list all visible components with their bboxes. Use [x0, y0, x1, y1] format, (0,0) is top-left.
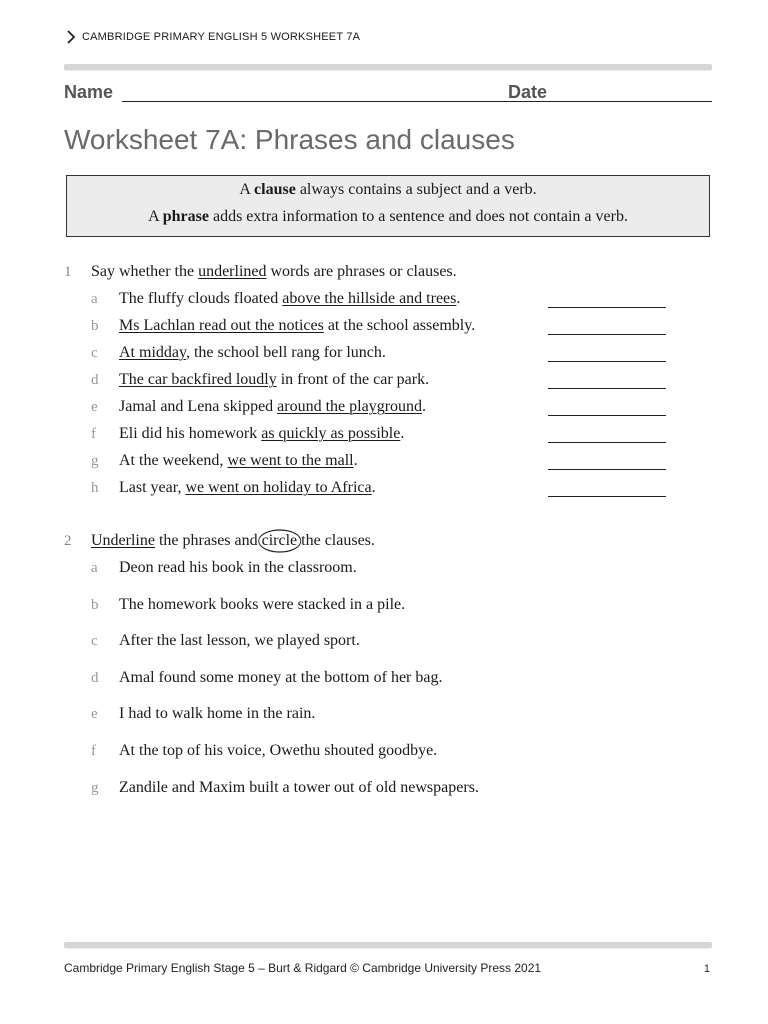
q1-item-letter: g — [91, 453, 99, 469]
q1-item-letter: c — [91, 345, 98, 361]
question-2-instruction — [91, 532, 375, 550]
clause-def-pre: A — [239, 181, 255, 198]
q2-item-sentence[interactable]: Amal found some money at the bottom of her bag. — [119, 669, 443, 686]
underlined-words: as quickly as possible — [261, 425, 401, 442]
date-label: Date — [508, 82, 548, 102]
phrase-def-post: adds extra information to a sentence and does not contain a verb. — [208, 208, 628, 225]
sentence-post: . — [400, 425, 405, 442]
q2-item-sentence[interactable]: Deon read his book in the classroom. — [119, 559, 357, 576]
underlined-words: we went to the mall — [227, 452, 354, 469]
sentence-pre: The fluffy clouds floated — [119, 290, 283, 307]
underlined-words: At midday — [119, 344, 186, 361]
footer-divider — [64, 942, 712, 948]
definition-box — [66, 175, 710, 237]
phrase-def-pre: A — [148, 208, 163, 225]
q1-item-sentence — [119, 371, 429, 389]
worksheet-title: Worksheet 7A: Phrases and clauses — [64, 124, 515, 155]
sentence-post: , the school bell rang for lunch. — [185, 344, 386, 361]
name-date-row — [64, 80, 712, 104]
q2-instr-underline: Underline — [91, 532, 155, 549]
sentence-post: . — [456, 290, 461, 307]
series-title: CAMBRIDGE PRIMARY ENGLISH 5 WORKSHEET 7A — [82, 31, 361, 43]
answer-line[interactable] — [548, 361, 666, 362]
q2-item-letter: b — [91, 597, 99, 613]
q2-instr-circle-word: circle — [261, 532, 298, 549]
sentence-post: . — [371, 479, 376, 496]
q1-instr-pre: Say whether the — [91, 263, 199, 280]
question-1-instruction — [91, 263, 457, 281]
chevron-right-icon — [64, 29, 78, 45]
underlined-words: Ms Lachlan read out the notices — [119, 317, 324, 334]
q2-item-letter: f — [91, 743, 96, 759]
q2-item-letter: e — [91, 706, 98, 722]
q2-item-letter: a — [91, 560, 98, 576]
underlined-words: above the hillside and trees — [282, 290, 457, 307]
underlined-words: The car backfired loudly — [119, 371, 277, 388]
answer-line[interactable] — [548, 388, 666, 389]
q1-item-letter: d — [91, 372, 99, 388]
q1-item-letter: a — [91, 291, 98, 307]
clause-def-post: always contains a subject and a verb. — [295, 181, 537, 198]
q1-item-sentence — [119, 344, 386, 362]
q1-instr-post: words are phrases or clauses. — [266, 263, 457, 280]
answer-line[interactable] — [548, 307, 666, 308]
q2-item-letter: d — [91, 670, 99, 686]
q1-item-sentence — [119, 290, 460, 308]
phrase-term: phrase — [162, 208, 209, 225]
underlined-words: we went on holiday to Africa — [185, 479, 372, 496]
q2-item-sentence[interactable]: Zandile and Maxim built a tower out of old newspapers. — [119, 779, 479, 796]
sentence-pre: Eli did his homework — [119, 425, 262, 442]
question-1-number: 1 — [64, 264, 72, 280]
phrase-definition — [67, 208, 709, 226]
name-label: Name — [64, 82, 114, 102]
q1-instr-underlined: underlined — [198, 263, 267, 280]
q2-item-sentence[interactable]: After the last lesson, we played sport. — [119, 632, 360, 649]
sentence-post: . — [422, 398, 427, 415]
answer-line[interactable] — [548, 415, 666, 416]
name-field[interactable] — [122, 101, 558, 102]
answer-line[interactable] — [548, 334, 666, 335]
answer-line[interactable] — [548, 469, 666, 470]
header-divider — [64, 64, 712, 70]
q2-item-letter: c — [91, 633, 98, 649]
q2-instr-mid: the phrases and — [154, 532, 262, 549]
page-number: 1 — [703, 963, 710, 975]
circle-mark-icon — [258, 529, 302, 553]
clause-term: clause — [254, 181, 296, 198]
q1-item-sentence — [119, 452, 358, 470]
question-2-number: 2 — [64, 533, 72, 549]
sentence-pre: Last year, — [119, 479, 186, 496]
q2-item-sentence[interactable]: The homework books were stacked in a pile. — [119, 596, 406, 613]
q1-item-letter: b — [91, 318, 99, 334]
answer-line[interactable] — [548, 442, 666, 443]
sentence-post: in front of the car park. — [276, 371, 430, 388]
answer-line[interactable] — [548, 496, 666, 497]
clause-definition — [67, 181, 709, 199]
date-field[interactable] — [556, 101, 712, 102]
q2-item-sentence[interactable]: At the top of his voice, Owethu shouted goodbye. — [119, 742, 438, 759]
q1-item-letter: f — [91, 426, 96, 442]
q2-item-letter: g — [91, 780, 99, 796]
q2-item-sentence[interactable]: I had to walk home in the rain. — [119, 705, 316, 722]
underlined-words: around the playground — [277, 398, 423, 415]
q2-instr-circled — [262, 532, 298, 550]
copyright-text: Cambridge Primary English Stage 5 – Burt & Ridgard © Cambridge University Press 2021 — [64, 961, 542, 975]
q1-item-sentence — [119, 398, 426, 416]
sentence-pre: Jamal and Lena skipped — [119, 398, 278, 415]
q1-item-sentence — [119, 479, 376, 497]
q1-item-letter: e — [91, 399, 98, 415]
sentence-post: . — [353, 452, 358, 469]
q2-instr-post: the clauses. — [297, 532, 375, 549]
q1-item-sentence — [119, 317, 475, 335]
sentence-pre: At the weekend, — [119, 452, 228, 469]
q1-item-sentence — [119, 425, 404, 443]
sentence-post: at the school assembly. — [323, 317, 476, 334]
q1-item-letter: h — [91, 480, 99, 496]
